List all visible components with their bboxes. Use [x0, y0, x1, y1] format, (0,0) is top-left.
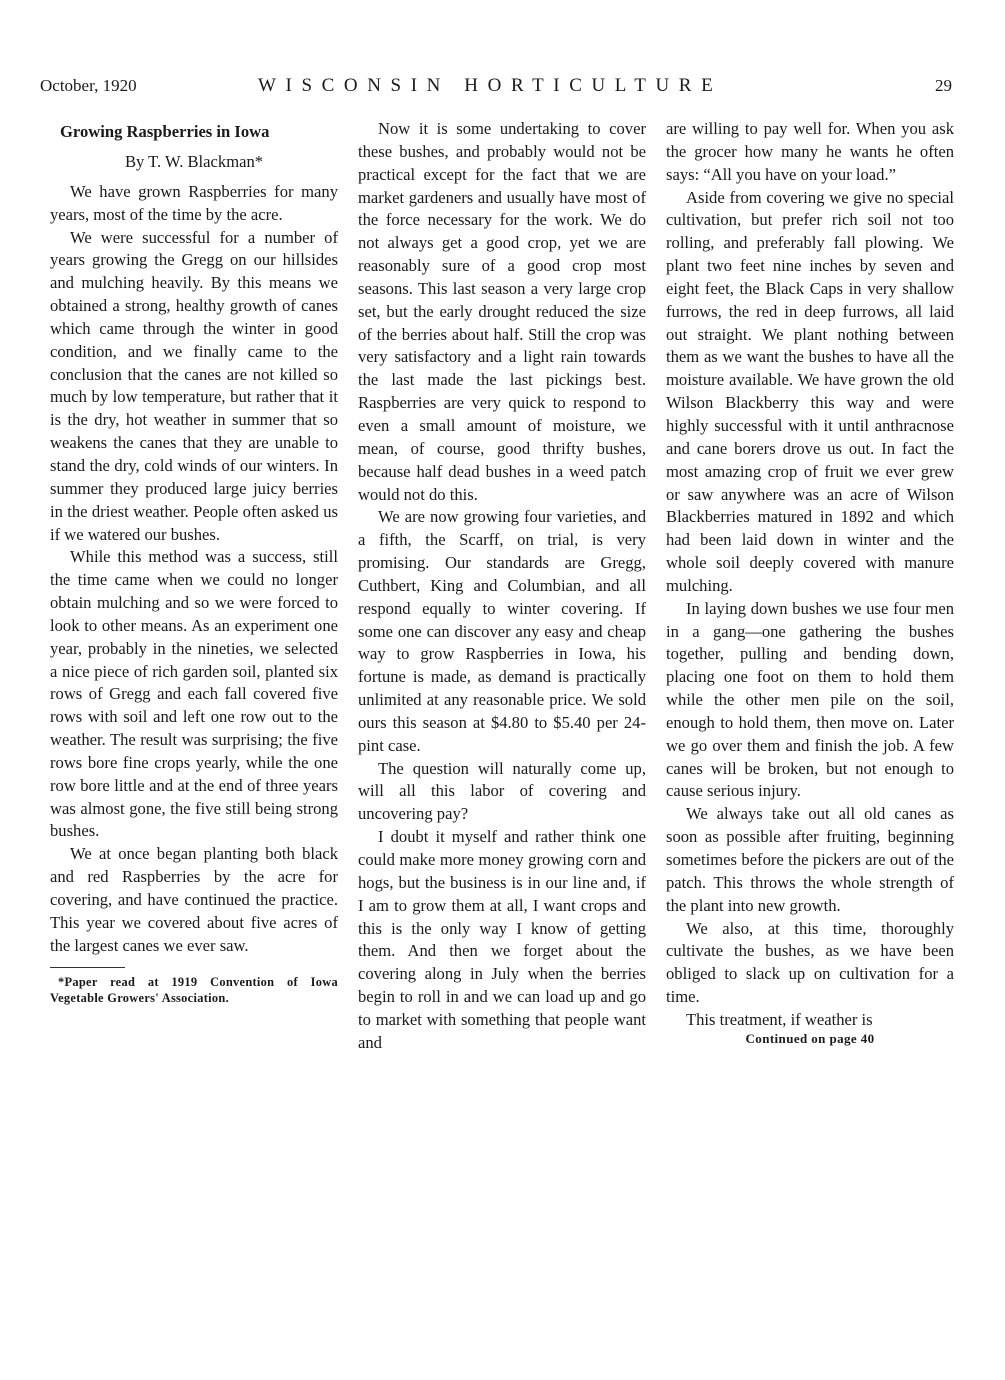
paragraph: The question will naturally come up, will all this labor of covering and uncovering pay?	[358, 758, 646, 824]
paragraph: Aside from covering we give no special cultivation, but prefer rich soil not too rolling, and preferably fall plowing. We plant two feet nine inches by seven and eight feet, the Black Caps in very shallow furrows, the red in deep furrows, all laid out straight. We plant nothing between them as we want the bushes to have all the moisture available. We have grown the old Wilson Blackberry this way and were highly successful with it until anthracnose and cane borers drove us out. In fact the most amazing crop of fruit we ever grew or saw anywhere was an acre of Wilson Blackberries matured in 1892 and which had been laid down in winter and the whole soil deeply covered with manure mulching.	[666, 187, 954, 595]
footnote-divider	[50, 967, 125, 968]
paragraph: are willing to pay well for. When you ask the grocer how many he wants he often says: “All you have on your load.”	[666, 119, 954, 184]
column-3	[666, 118, 954, 1048]
issue-date: October, 1920	[40, 76, 137, 95]
paragraph: In laying down bushes we use four men in a gang—one gathering the bushes together, pulling and bending down, placing one foot on them to hold them while the other men pile on the soil, enough to hold them, then move on. Later we go over them and finish the job. A few canes will be broken, but not enough to cause serious injury.	[666, 598, 954, 801]
article-title: Growing Raspberries in Iowa	[60, 122, 270, 141]
paragraph: While this method was a success, still the time came when we could no longer obtain mulching and so we were forced to look to other means. As an experiment one year, probably in the nineties, we selected a nice piece of rich garden soil, planted six rows of Gregg and each fall covered five rows with soil and left one row out to the weather. The result was surprising; the five rows bore fine crops yearly, while the one row bore little and at the end of three years was almost gone, the five still being strong bushes.	[50, 547, 338, 841]
footnote: *Paper read at 1919 Convention of Iowa Vegetable Growers' Association.	[50, 974, 338, 1005]
running-header	[0, 76, 1005, 106]
paragraph: We are now growing four varieties, and a fifth, the Scarff, on trial, is very promising. Our standards are Gregg, Cuthbert, King and Columbian, and all respond equally to winter covering. If some one can discover any easy and cheap way to grow Raspberries in Iowa, his fortune is made, as demand is practically unlimited at any reasonable price. We sold ours this season at $4.80 to $5.40 per 24-pint case.	[358, 507, 646, 755]
continued-note: Continued on page 40	[745, 1030, 875, 1046]
paragraph: We at once began planting both black and red Raspberries by the acre for covering, and have continued the practice. This year we covered about five acres of the largest canes we ever saw.	[50, 844, 338, 955]
column-2	[358, 118, 646, 1055]
journal-title: WISCONSIN HORTICULTURE	[258, 75, 723, 96]
page-number: 29	[935, 76, 952, 95]
paragraph: We were successful for a number of years growing the Gregg on our hillsides and mulching heavily. By this means we obtained a strong, healthy growth of canes which came through the winter in good condition, and we finally came to the conclusion that the canes are not killed so much by low temperature, but rather that it is the dry, hot weather in summer that so weakens the canes that they are unable to stand the dry, cold winds of our winters. In summer they produced large juicy berries in the driest weather. People often asked us if we watered our bushes.	[50, 227, 338, 544]
paragraph: We have grown Raspberries for many years, most of the time by the acre.	[50, 181, 338, 224]
paragraph: This treatment, if weather is	[686, 1009, 873, 1029]
paragraph: Now it is some undertaking to cover these bushes, and probably would not be practical except for the fact that we are market gardeners and usually have most of the force necessary for the work. We do not always get a good crop, yet we are reasonably sure of a good crop most seasons. This last season a very large crop set, but the early drought reduced the size of the berries about half. Still the crop was very satisfactory and a light rain towards the last made the last pickings best. Raspberries are very quick to respond to even a small amount of moisture, we mean, of course, good thrifty bushes, because half dead bushes in a weed patch would not do this.	[358, 119, 646, 504]
paragraph: I doubt it myself and rather think one could make more money growing corn and hogs, but the business is in our line and, if I am to grow them at all, I want crops and this is the only way I know of getting them. And then we forget about the covering along in July when the berries begin to roll in and we can load up and go to market with something that people want and	[358, 827, 646, 1052]
byline: By T. W. Blackman*	[124, 152, 264, 171]
paragraph: We also, at this time, thoroughly cultivate the bushes, as we have been obliged to slack up on cultivation for a time.	[666, 918, 954, 1007]
column-1	[50, 118, 338, 1006]
paragraph: We always take out all old canes as soon as possible after fruiting, beginning sometimes before the pickers are out of the patch. This throws the whole strength of the plant into new growth.	[666, 804, 954, 915]
